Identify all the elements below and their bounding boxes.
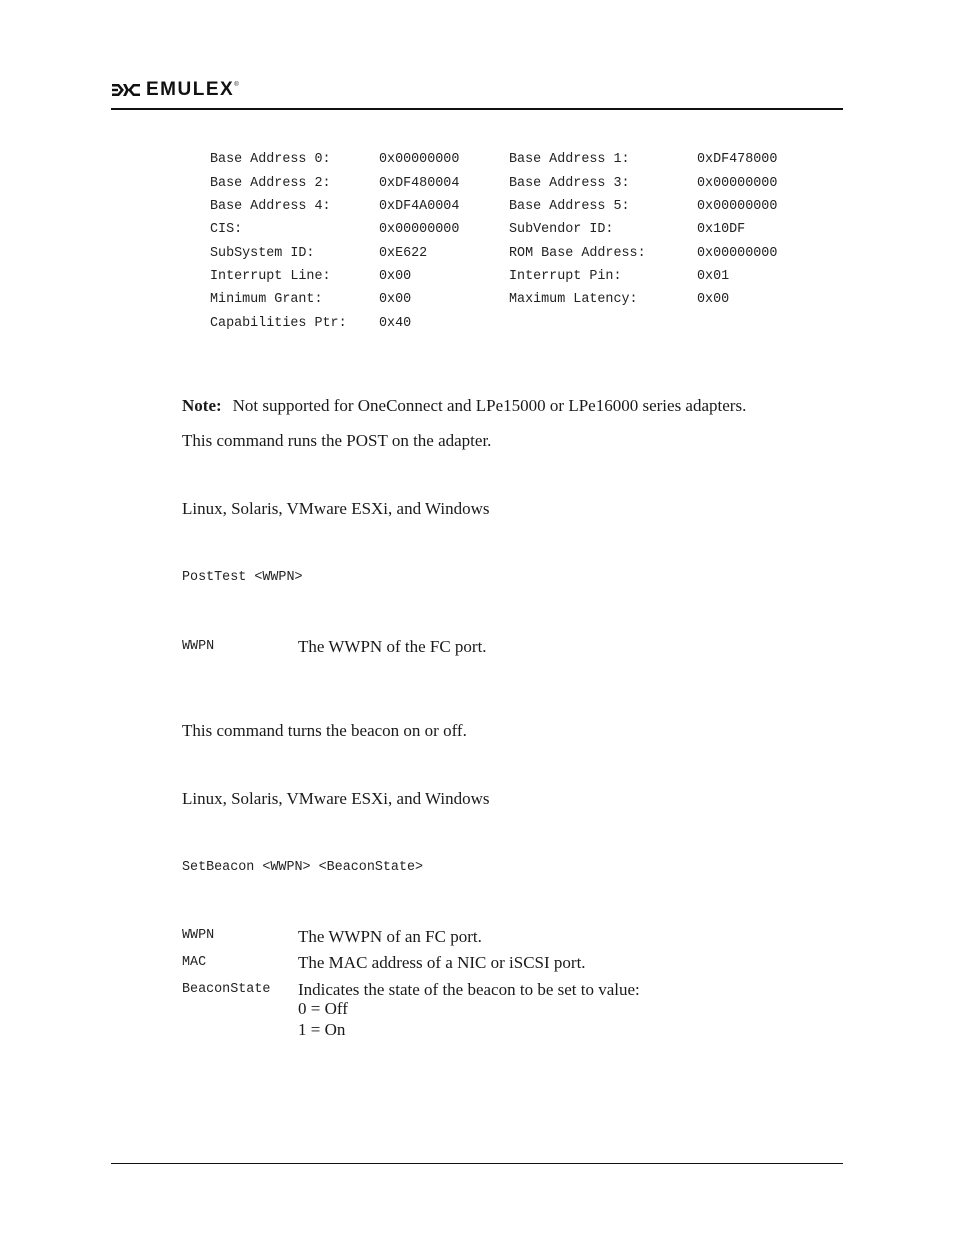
register-value: 0xDF480004	[379, 176, 460, 191]
register-value: 0x00000000	[697, 176, 778, 191]
logo-text: EMULEX	[146, 79, 235, 100]
param-name: WWPN	[182, 639, 215, 654]
register-value: 0x00000000	[697, 199, 778, 214]
register-value: 0x00000000	[697, 246, 778, 261]
posttest-syntax: PostTest <WWPN>	[182, 570, 303, 585]
register-label: CIS:	[210, 222, 243, 237]
register-label: Base Address 3:	[509, 176, 630, 191]
setbeacon-platforms: Linux, Solaris, VMware ESXi, and Windows	[182, 789, 490, 808]
register-label: Base Address 1:	[509, 152, 630, 167]
footer-rule	[111, 1163, 843, 1164]
register-label: SubSystem ID:	[210, 246, 315, 261]
registered-mark: ®	[234, 82, 239, 88]
setbeacon-syntax: SetBeacon <WWPN> <BeaconState>	[182, 860, 424, 875]
register-value: 0x00	[697, 292, 730, 307]
register-value: 0x01	[697, 269, 730, 284]
register-label: Base Address 0:	[210, 152, 331, 167]
register-label: ROM Base Address:	[509, 246, 646, 261]
param-description: The WWPN of the FC port.	[298, 637, 487, 656]
note-text: Not supported for OneConnect and LPe15000 or LPe16000 series adapters.	[232, 396, 747, 415]
register-value: 0x40	[379, 316, 412, 331]
param-description: Indicates the state of the beacon to be set to value:	[298, 980, 640, 999]
register-value: 0x00	[379, 269, 412, 284]
register-label: Capabilities Ptr:	[210, 316, 347, 331]
header-rule	[111, 108, 843, 110]
register-label: Maximum Latency:	[509, 292, 638, 307]
emulex-logo	[111, 80, 239, 100]
register-value: 0x00000000	[379, 152, 460, 167]
register-label: Base Address 4:	[210, 199, 331, 214]
register-value: 0x00000000	[379, 222, 460, 237]
param-value-on: 1 = On	[298, 1020, 346, 1039]
register-label: Base Address 5:	[509, 199, 630, 214]
param-name: MAC	[182, 955, 207, 970]
param-description: The WWPN of an FC port.	[298, 927, 482, 946]
param-name: WWPN	[182, 928, 215, 943]
emulex-logo-icon	[111, 82, 141, 98]
note-label: Note:	[182, 396, 222, 415]
register-value: 0xDF478000	[697, 152, 778, 167]
register-label: Interrupt Line:	[210, 269, 331, 284]
param-description: The MAC address of a NIC or iSCSI port.	[298, 953, 586, 972]
posttest-description: This command runs the POST on the adapter.	[182, 431, 492, 450]
note	[182, 396, 746, 416]
register-value: 0xDF4A0004	[379, 199, 460, 214]
setbeacon-description: This command turns the beacon on or off.	[182, 721, 467, 740]
register-label: Minimum Grant:	[210, 292, 323, 307]
posttest-platforms: Linux, Solaris, VMware ESXi, and Windows	[182, 499, 490, 518]
param-value-off: 0 = Off	[298, 999, 348, 1018]
register-label: Base Address 2:	[210, 176, 331, 191]
register-value: 0x10DF	[697, 222, 746, 237]
register-value: 0x00	[379, 292, 412, 307]
register-label: Interrupt Pin:	[509, 269, 622, 284]
register-label: SubVendor ID:	[509, 222, 614, 237]
register-value: 0xE622	[379, 246, 428, 261]
param-name: BeaconState	[182, 982, 271, 997]
